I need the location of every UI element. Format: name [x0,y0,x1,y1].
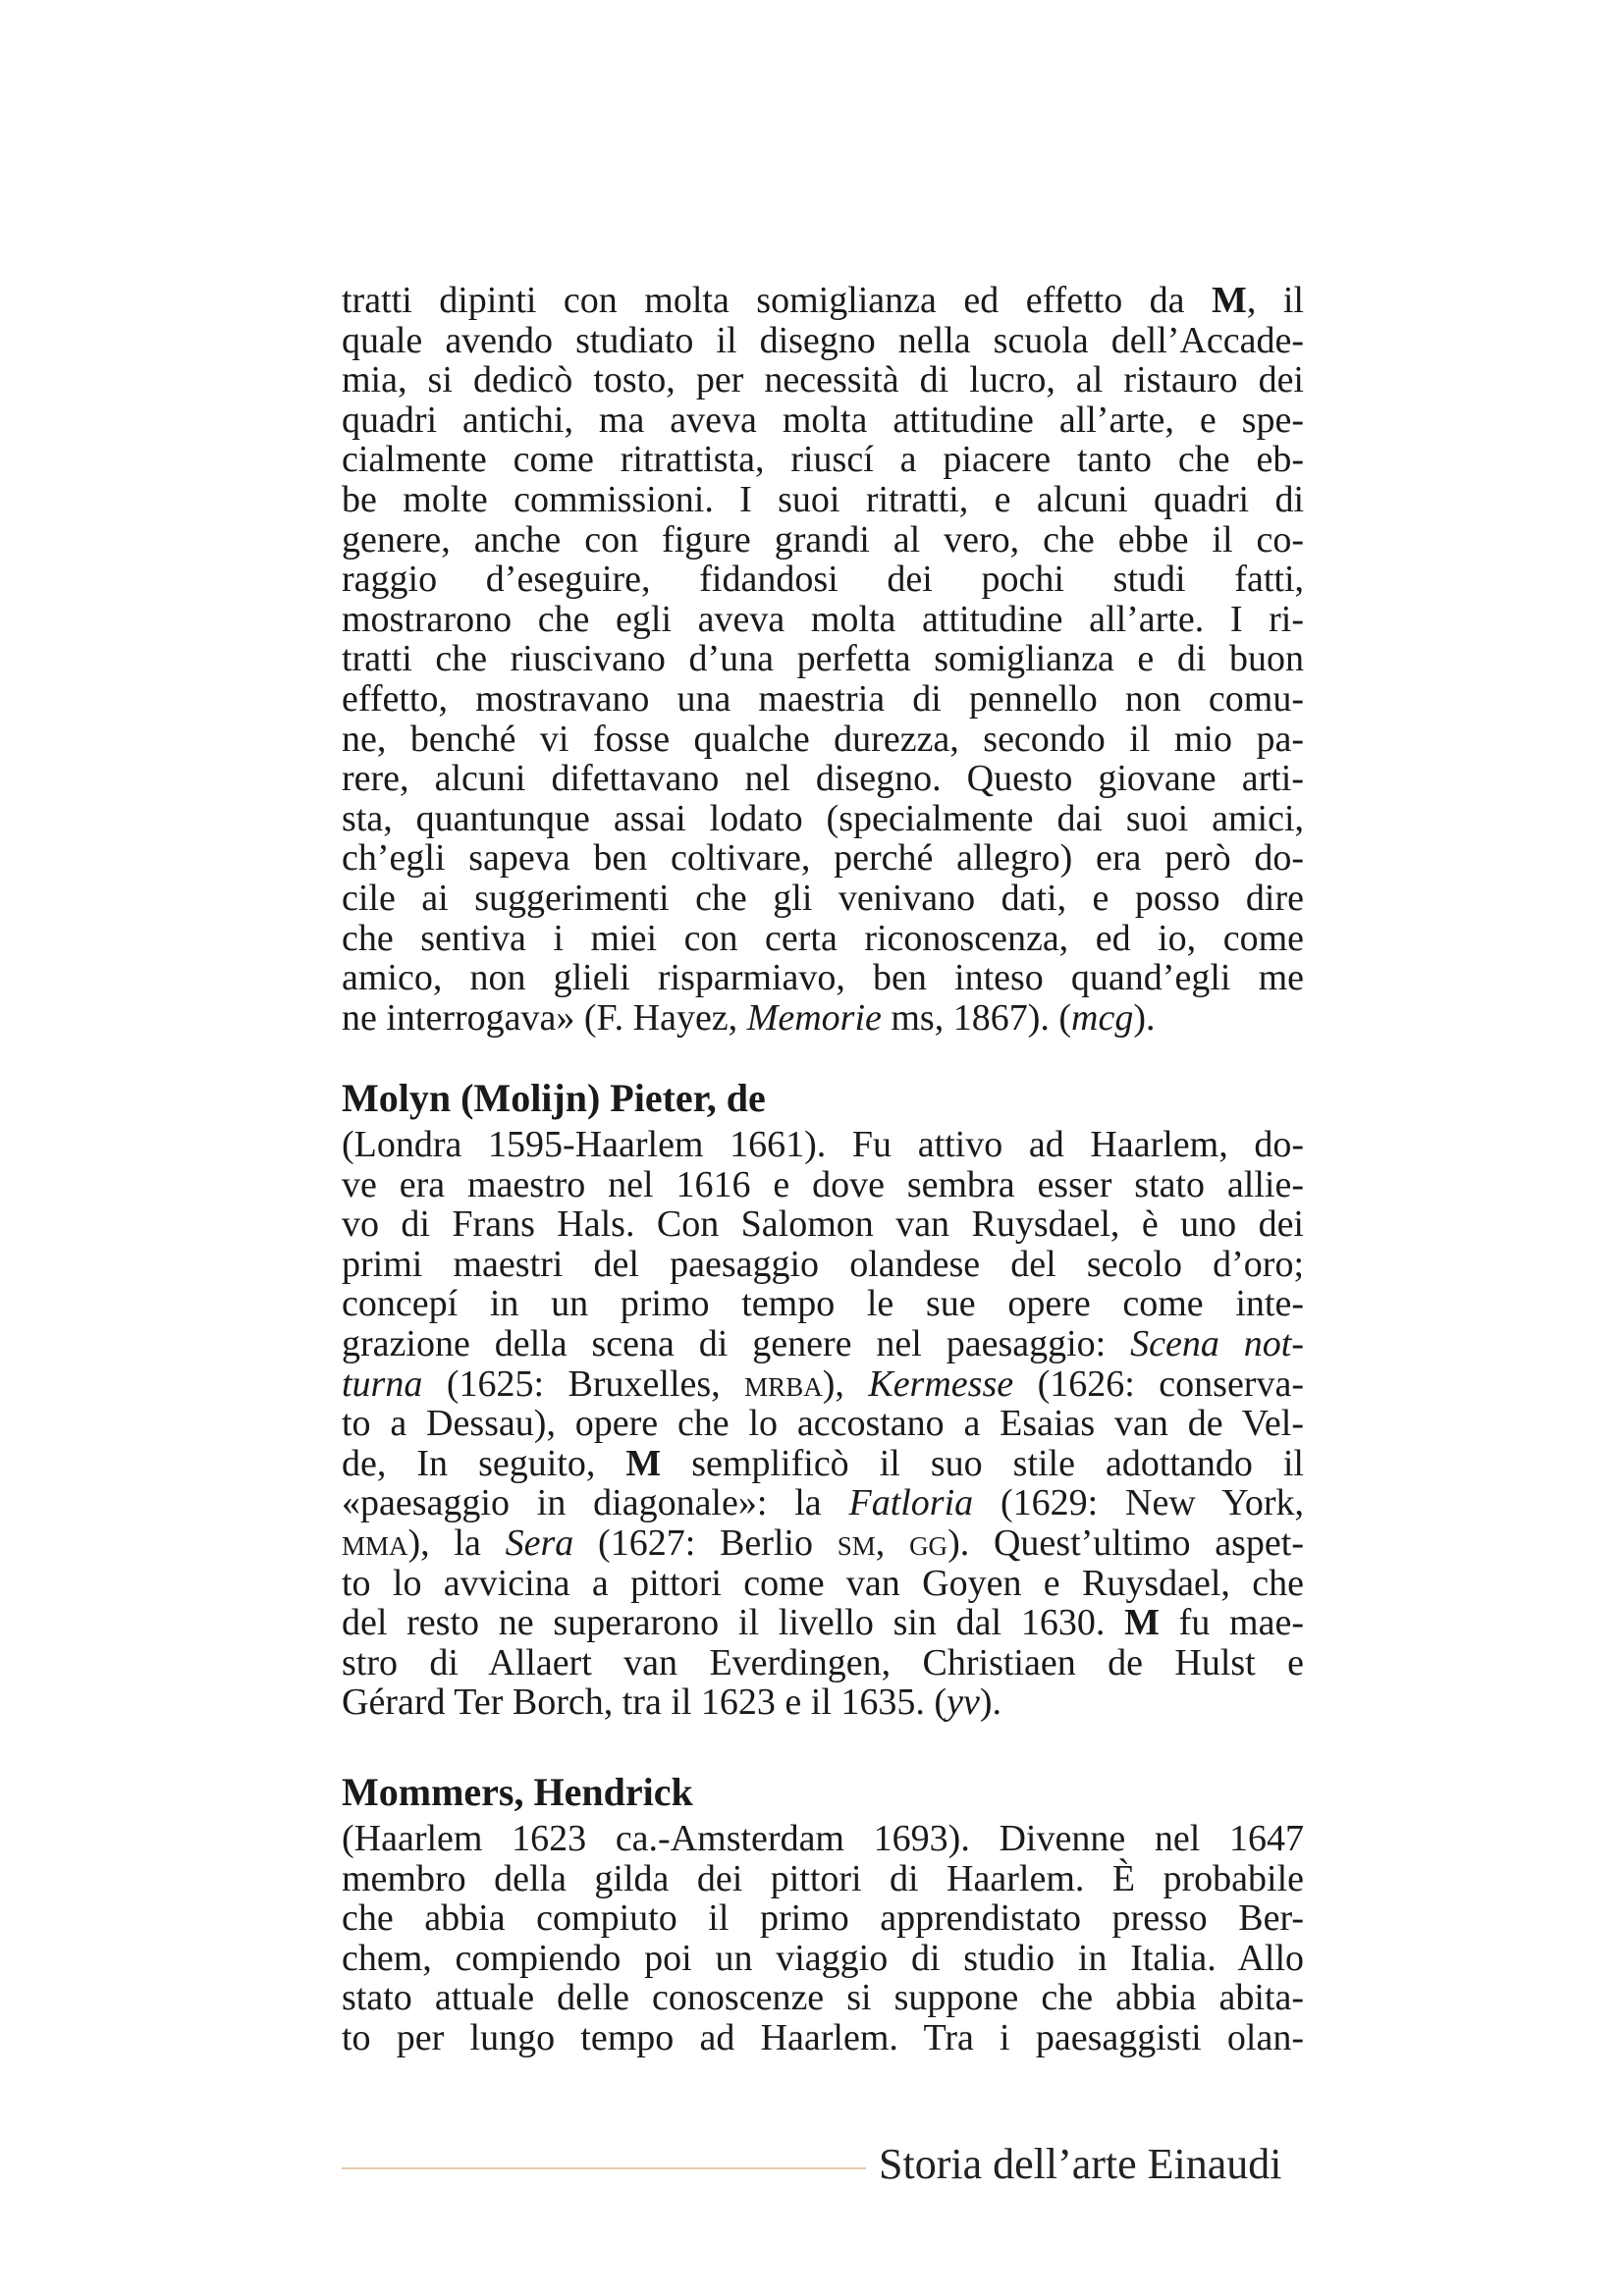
text-line: cile ai suggerimenti che gli venivano dati, e posso dire [342,877,1304,919]
text-line: (Londra 1595-Haarlem 1661). Fu attivo ad Haarlem, do- [342,1124,1304,1165]
entry-body-mommers [342,1819,1304,2058]
text-line: raggio d’eseguire, fidandosi dei pochi studi fatti, [342,559,1304,601]
text-line: che sentiva i miei con certa riconoscenza, ed io, come [342,917,1304,959]
footer-rule [342,2167,866,2169]
footer-title: Storia dell’arte Einaudi [879,2140,1282,2188]
text-line: to a Dessau), opere che lo accostano a Esaias van de Vel- [342,1403,1304,1445]
text-line: concepí in un primo tempo le sue opere come inte- [342,1283,1304,1325]
text-line: rere, alcuni difettavano nel disegno. Questo giovane arti- [342,758,1304,800]
text-line: primi maestri del paesaggio olandese del secolo d’oro; [342,1243,1304,1285]
text-line: be molte commissioni. I suoi ritratti, e alcuni quadri di [342,478,1304,520]
entry-continuation-text [342,281,1304,1038]
text-line: «paesaggio in diagonale»: la Fatloria (1629: New York, [342,1482,1304,1524]
text-line: (Haarlem 1623 ca.-Amsterdam 1693). Divenne nel 1647 [342,1818,1304,1859]
text-line: membro della gilda dei pittori di Haarlem. È probabile [342,1857,1304,1899]
text-line: cialmente come ritrattista, riuscí a piacere tanto che eb- [342,439,1304,481]
text-line: mia, si dedicò tosto, per necessità di lucro, al ristauro dei [342,359,1304,401]
text-line: Gérard Ter Borch, tra il 1623 e il 1635. (yv). [342,1682,1001,1724]
text-line: vo di Frans Hals. Con Salomon van Ruysdael, è uno dei [342,1203,1304,1246]
text-line: del resto ne superarono il livello sin dal 1630. M fu mae- [342,1602,1304,1644]
entry-body-molyn [342,1125,1304,1723]
text-line: ve era maestro nel 1616 e dove sembra esser stato allie- [342,1163,1304,1205]
text-line: effetto, mostravano una maestria di pennello non comu- [342,677,1304,720]
text-line: tratti dipinti con molta somiglianza ed effetto da M, il [342,280,1304,321]
text-line: genere, anche con figure grandi al vero, che ebbe il co- [342,518,1304,561]
text-line: mostrarono che egli aveva molta attitudine all’arte. I ri- [342,598,1304,640]
text-line: ne interrogava» (F. Hayez, Memorie ms, 1867). (mcg). [342,996,1156,1039]
entry-heading-molyn: Molyn (Molijn) Pieter, de [342,1076,766,1120]
text-line: tratti che riuscivano d’una perfetta somiglianza e di buon [342,638,1304,680]
text-line: grazione della scena di genere nel paesaggio: Scena not- [342,1322,1304,1364]
text-line: ne, benché vi fosse qualche durezza, secondo il mio pa- [342,718,1304,760]
text-line: ch’egli sapeva ben coltivare, perché allegro) era però do- [342,837,1304,880]
text-line: quadri antichi, ma aveva molta attitudine all’arte, e spe- [342,399,1304,441]
text-line: mma), la Sera (1627: Berlio sm, gg). Quest’ultimo aspet- [342,1522,1305,1564]
text-line: amico, non glieli risparmiavo, ben inteso quand’egli me [342,957,1304,999]
text-line: stro di Allaert van Everdingen, Christiaen de Hulst e [342,1641,1304,1683]
text-line: de, In seguito, M semplificò il suo stile adottando il [342,1442,1304,1484]
text-line: quale avendo studiato il disegno nella scuola dell’Accade- [342,319,1304,361]
text-line: to per lungo tempo ad Haarlem. Tra i paesaggisti olan- [342,2016,1304,2058]
text-line: chem, compiendo poi un viaggio di studio in Italia. Allo [342,1937,1304,1979]
text-line: sta, quantunque assai lodato (specialmente dai suoi amici, [342,797,1304,839]
text-line: to lo avvicina a pittori come van Goyen e Ruysdael, che [342,1562,1304,1604]
text-line: turna (1625: Bruxelles, mrba), Kermesse (1626: conserva- [342,1362,1304,1405]
text-line: stato attuale delle conoscenze si suppone che abbia abita- [342,1977,1304,2019]
text-line: che abbia compiuto il primo apprendistato presso Ber- [342,1897,1304,1940]
entry-heading-mommers: Mommers, Hendrick [342,1770,693,1814]
